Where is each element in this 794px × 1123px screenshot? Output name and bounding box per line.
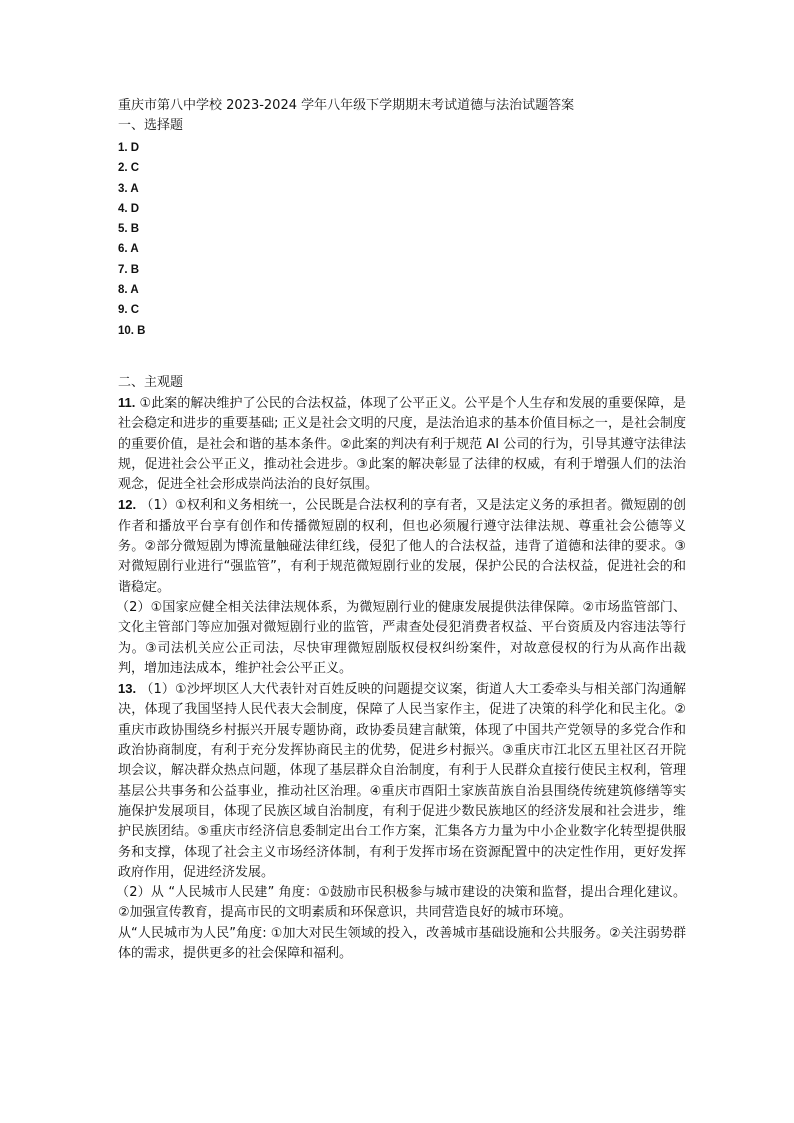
- choice-answer: 5. B: [118, 223, 140, 236]
- section-heading-choice: 一、选择题: [118, 118, 184, 133]
- choice-answer: 4. D: [118, 202, 140, 215]
- section-heading-subjective: 二、主观题: [118, 374, 184, 390]
- spacer: [118, 341, 686, 373]
- question-13-answer-part2b: 从“人民城市为人民”角度: ①加大对民生领域的投入，改善城市基础设施和公共服务。②关注弱势群体的需求，提供更多的社会保障和福利。: [118, 925, 686, 961]
- choice-answer: 3. A: [118, 182, 139, 195]
- answer-text: ①此案的解决维护了公民的合法权益，体现了公平正义。公平是个人生存和发展的重要保障，是社会稳定和进步的重要基础; 正义是社会文明的尺度，是法治追求的基本价值目标之一，是社会制度的重要价值，是社会和谐的基本条件。②此案的判决有利于规范 AI 公司的行为，引导其遵守法律法规，促进社会公平正义，推动社会进步。③此案的解决彰显了法律的权威，有利于增强人们的法治观念，促进全社会形成崇尚法治的良好氛围。: [118, 395, 687, 493]
- question-12-answer-part2: （2）①国家应健全相关法律法规体系，为微短剧行业的健康发展提供法律保障。②市场监管部门、文化主管部门等应加强对微短剧行业的监管，严肃查处侵犯消费者权益、平台资质及内容违法等行为。③司法机关应公正司法，尽快审理微短剧版权侵权纠纷案件，对故意侵权的行为从高作出裁判，增加违法成本，维护社会公平正义。: [116, 599, 686, 676]
- question-number: 11.: [118, 394, 136, 410]
- question-12-answer-part1: [118, 495, 686, 597]
- choice-answer: 9. C: [118, 304, 140, 317]
- page-title: 重庆市第八中学校 2023-2024 学年八年级下学期期末考试道德与法治试题答案: [118, 98, 575, 113]
- choice-answer: 7. B: [118, 263, 140, 276]
- question-13-answer-part2a: （2）从 “人民城市人民建” 角度：①鼓励市民积极参与城市建设的决策和监督，提出合理化建议。②加强宣传教育，提高市民的文明素质和环保意识，共同营造良好的城市环境。: [116, 885, 686, 921]
- question-11-answer: [118, 393, 686, 495]
- answer-sheet: [118, 96, 686, 964]
- choice-answer-list: [118, 138, 686, 341]
- question-number: 12.: [118, 497, 137, 513]
- question-number: 13.: [118, 681, 137, 697]
- question-13-answer-part1: [118, 679, 686, 883]
- choice-answer: 6. A: [118, 243, 139, 256]
- choice-answer: 1. D: [118, 142, 140, 154]
- choice-answer: 10. B: [118, 324, 146, 337]
- answer-text: （1）①权利和义务相统一，公民既是合法权利的享有者，又是法定义务的承担者。微短剧的创作者和播放平台享有创作和传播微短剧的权利，但也必须履行遵守法律法规、尊重社会公德等义务。②部分微短剧为博流量触碰法律红线，侵犯了他人的合法权益，违背了道德和法律的要求。③对微短剧行业进行“强监管”，有利于规范微短剧行业的发展，保护公民的合法权益，促进社会的和谐稳定。: [118, 498, 686, 595]
- choice-answer: 2. C: [118, 162, 140, 175]
- answer-text: （1）①沙坪坝区人大代表针对百姓反映的问题提交议案，街道人大工委牵头与相关部门沟通解决，体现了我国坚持人民代表大会制度，保障了人民当家作主，促进了决策的科学化和民主化。②重庆市政协围绕乡村振兴开展专题协商，政协委员建言献策，体现了中国共产党领导的多党合作和政治协商制度，有利于充分发挥协商民主的优势，促进乡村振兴。③重庆市江北区五里社区召开院坝会议，解决群众热点问题，体现了基层群众自治制度，有利于人民群众直接行使民主权利，管理基层公共事务和公益事业，推动社区治理。④重庆市酉阳土家族苗族自治县围绕传统建筑修缮等实施保护发展项目，体现了民族区域自治制度，有利于促进少数民族地区的经济发展和社会进步，维护民族团结。⑤重庆市经济信息委制定出台工作方案，汇集各方力量为中小企业数字化转型提供服务和支撑，体现了社会主义市场经济体制，有利于发挥市场在资源配置中的决定性作用，更好发挥政府作用，促进经济发展。: [118, 682, 686, 880]
- choice-answer: 8. A: [118, 284, 139, 297]
